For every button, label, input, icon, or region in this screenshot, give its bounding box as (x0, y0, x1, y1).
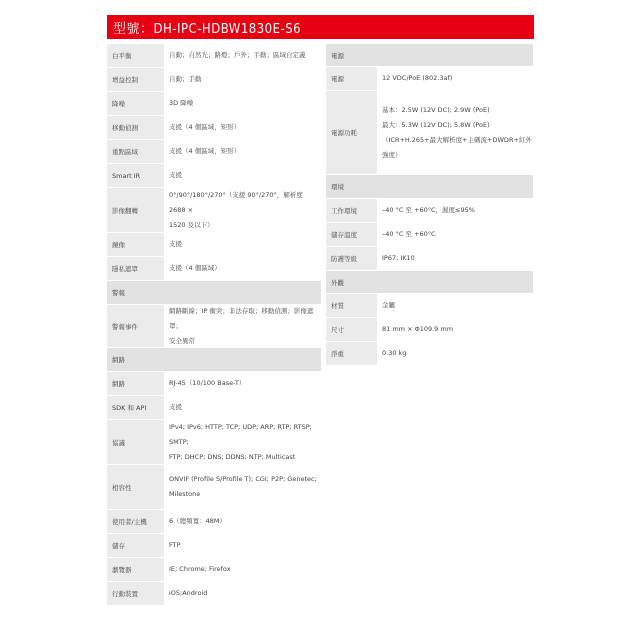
spec-value-line: 基本：2.5W (12V DC); 2.9W (PoE) (382, 105, 490, 114)
spec-value (164, 188, 321, 232)
spec-value (164, 233, 321, 256)
spec-row (107, 465, 321, 510)
spec-value (164, 510, 321, 533)
left-spec-table (107, 44, 321, 606)
spec-row (326, 247, 533, 271)
spec-key: 使用者/主機 (107, 510, 164, 533)
spec-value (164, 140, 321, 163)
spec-value-line: 網路斷線；IP 衝突；非法存取；移動偵測；影像遮罩； (169, 306, 314, 330)
spec-row (107, 305, 321, 348)
spec-row (107, 188, 321, 233)
spec-value (164, 534, 321, 557)
spec-value-line: 81 mm × Φ109.9 mm (382, 325, 454, 333)
spec-key: SDK 和 API (107, 396, 164, 419)
spec-value-line: 支援 (169, 403, 182, 411)
spec-value-line: 0°/90°/180°/270°（支援 90°/270°，解析度 2688 × (169, 190, 303, 214)
spec-key: 材質 (326, 294, 377, 317)
spec-key: 影像翻轉 (107, 188, 164, 232)
spec-row (107, 420, 321, 465)
spec-row (107, 582, 321, 606)
spec-value (377, 342, 533, 365)
environment-spec-group (326, 199, 533, 271)
spec-key: 儲存 (107, 534, 164, 557)
spec-key: 鏡像 (107, 233, 164, 256)
spec-value (164, 372, 321, 395)
spec-row (326, 342, 533, 366)
spec-value-line: 支援 (169, 171, 182, 179)
spec-row (326, 91, 533, 175)
spec-value-line: –40 °C 至 +60°C，濕度≤95% (382, 206, 475, 214)
spec-value-line: 支援 (169, 240, 182, 248)
spec-value-line: 0.30 kg (382, 349, 407, 357)
spec-key: 防護等級 (326, 247, 377, 270)
spec-value-line: –40 °C 至 +60°C (382, 230, 436, 238)
spec-row (326, 318, 533, 342)
spec-key: 白平衡 (107, 44, 164, 67)
spec-value-line: IE; Chrome; Firefox (169, 565, 231, 573)
spec-value-line: FTP; DHCP; DNS; DDNS; NTP; Multicast (169, 452, 296, 461)
network-spec-group (107, 372, 321, 606)
spec-value (377, 318, 533, 341)
spec-row (326, 223, 533, 247)
model-title-bar (107, 15, 534, 39)
spec-value (164, 164, 321, 187)
alarm-spec-group (107, 305, 321, 348)
spec-row (107, 164, 321, 188)
spec-row (107, 558, 321, 582)
spec-row (107, 116, 321, 140)
spec-value-line: iOS;Android (169, 589, 208, 597)
spec-value-line: 12 VDC/PoE (802.3af) (382, 74, 453, 82)
spec-key: 網路 (107, 372, 164, 395)
spec-key: 淨重 (326, 342, 377, 365)
spec-value (377, 247, 533, 270)
spec-value-line: 支援（4 個區域，矩形） (169, 123, 241, 131)
spec-key: 協議 (107, 420, 164, 464)
spec-key: 瀏覽器 (107, 558, 164, 581)
spec-key: 儲存溫度 (326, 223, 377, 246)
section-appearance: 外觀 (326, 271, 533, 294)
spec-value (377, 294, 533, 317)
spec-value-line: IPv4; IPv6; HTTP; TCP; UDP; ARP; RTP; RTSP; SMTP; (169, 422, 312, 446)
spec-value-line: （ICR+H.265+最大解析度+主碼流+DWDR+紅外強度） (382, 135, 532, 159)
spec-key: 工作環境 (326, 199, 377, 222)
spec-value-line: IP67; IK10 (382, 254, 415, 262)
spec-key: 電源功耗 (326, 91, 377, 174)
right-spec-table (326, 44, 533, 366)
spec-value-line: 1520 及以下） (169, 220, 214, 229)
spec-value (164, 92, 321, 115)
spec-value-line: 6（總頻寬：48M） (169, 517, 227, 525)
spec-value-line: 支援（4 個區域，矩形） (169, 147, 241, 155)
spec-key: 警報事件 (107, 305, 164, 347)
spec-row (107, 534, 321, 558)
spec-value (377, 223, 533, 246)
spec-value (164, 582, 321, 605)
spec-value (377, 67, 533, 90)
spec-row (107, 44, 321, 68)
spec-value-line: 最大：5.3W (12V DC); 5.8W (PoE) (382, 120, 490, 129)
spec-row (107, 372, 321, 396)
spec-row (107, 396, 321, 420)
spec-value-line: FTP (169, 541, 181, 549)
spec-value-line: 安全異常 (169, 336, 195, 345)
spec-value-line: Milestone (169, 490, 201, 498)
spec-value-line: RJ-45（10/100 Base-T） (169, 379, 246, 387)
spec-value-line: 自動；自然光；路燈；戶外；手動；區域自定義 (169, 51, 306, 59)
spec-row (326, 294, 533, 318)
appearance-spec-group (326, 294, 533, 366)
spec-value (164, 44, 321, 67)
spec-key: 相容性 (107, 465, 164, 509)
spec-row (107, 233, 321, 257)
spec-value (164, 558, 321, 581)
model-title: 型號：DH-IPC-HDBW1830E-S6 (113, 21, 302, 37)
spec-value-line: 支援（4 個區域） (169, 264, 221, 272)
spec-key: 降噪 (107, 92, 164, 115)
spec-value-line: 自動；手動 (169, 75, 202, 83)
spec-value-line: 3D 降噪 (169, 99, 194, 107)
spec-value (164, 116, 321, 139)
spec-row (107, 510, 321, 534)
spec-row (326, 67, 533, 91)
spec-key: 尺寸 (326, 318, 377, 341)
spec-value (164, 68, 321, 91)
spec-key: 重點區域 (107, 140, 164, 163)
spec-row (107, 92, 321, 116)
spec-key: 增益控制 (107, 68, 164, 91)
spec-value (164, 257, 321, 280)
spec-value (164, 396, 321, 419)
power-spec-group (326, 67, 533, 175)
spec-value (377, 199, 533, 222)
section-alarm: 警報 (107, 281, 321, 305)
spec-value (164, 465, 321, 509)
spec-value (164, 420, 321, 464)
spec-row (107, 257, 321, 281)
section-network: 網路 (107, 348, 321, 372)
spec-row (107, 140, 321, 164)
spec-value-line: ONVIF (Profile S/Profile T); CGI; P2P; Genetec; (169, 475, 317, 483)
spec-row (326, 199, 533, 223)
spec-key: Smart IR (107, 164, 164, 187)
spec-value (164, 305, 321, 347)
section-environment: 環境 (326, 175, 533, 199)
spec-value (377, 91, 533, 174)
section-power: 電源 (326, 44, 533, 67)
spec-key: 行動裝置 (107, 582, 164, 605)
spec-key: 電源 (326, 67, 377, 90)
video-spec-group (107, 44, 321, 281)
spec-row (107, 68, 321, 92)
spec-key: 隱私遮罩 (107, 257, 164, 280)
spec-key: 移動偵測 (107, 116, 164, 139)
spec-value-line: 金屬 (382, 301, 395, 309)
